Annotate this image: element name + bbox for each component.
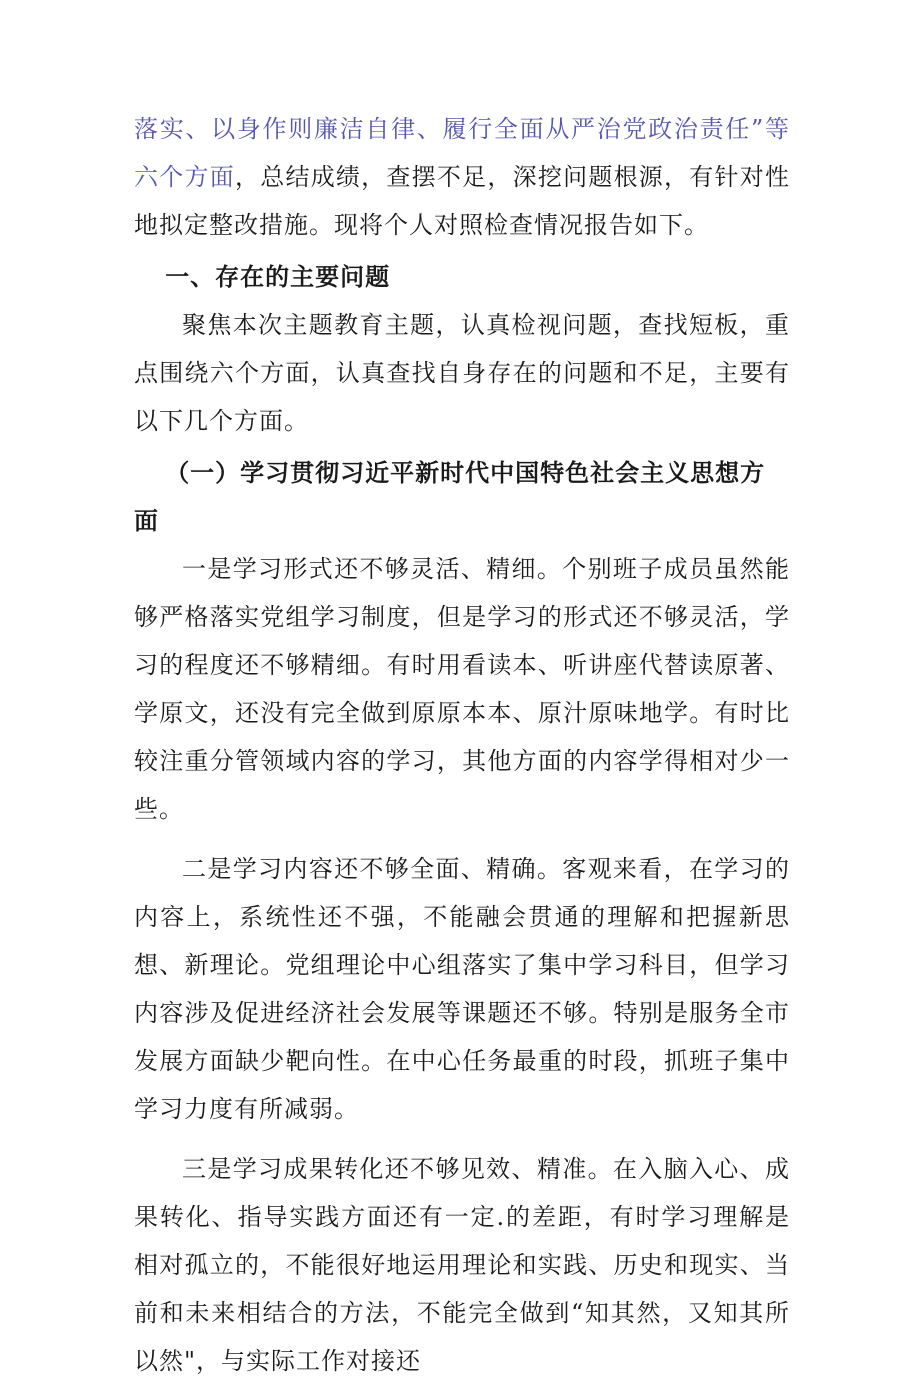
subsection-heading: （一）学习贯彻习近平新时代中国特色社会主义思想方面 — [134, 458, 766, 535]
section-heading: 一、存在的主要问题 — [165, 262, 391, 291]
intro-text: ，总结成绩，查摆不足，深挖问题根源，有针对性地拟定整改措施。现将个人对照检查情况报告如下。 — [134, 163, 791, 239]
intro-paragraph — [134, 105, 790, 249]
point-two-paragraph: 二是学习内容还不够全面、精确。客观来看，在学习的内容上，系统性还不强，不能融会贯通的理解和把握新思想、新理论。党组理论中心组落实了集中学习科目，但学习内容涉及促进经济社会发展等课题还不够。特别是服务全市发展方面缺少靶向性。在中心任务最重的时段，抓班子集中学习力度有所减弱。 — [134, 855, 790, 1123]
section-intro-paragraph: 聚焦本次主题教育主题，认真检视问题，查找短板，重点围绕六个方面，认真查找自身存在的问题和不足，主要有以下几个方面。 — [134, 311, 790, 435]
point-three-paragraph: 三是学习成果转化还不够见效、精准。在入脑入心、成果转化、指导实践方面还有一定.的差距，有时学习理解是相对孤立的，不能很好地运用理论和实践、历史和现实、当前和未来相结合的方法，不能完全做到“知其然，又知其所以然"，与实际工作对接还 — [134, 1155, 790, 1375]
document-page — [134, 105, 790, 1385]
point-one-paragraph: 一是学习形式还不够灵活、精细。个别班子成员虽然能够严格落实党组学习制度，但是学习的形式还不够灵活，学习的程度还不够精细。有时用看读本、听讲座代替读原著、学原文，还没有完全做到原原本本、原汁原味地学。有时比较注重分管领域内容的学习，其他方面的内容学得相对少一些。 — [134, 555, 790, 823]
intro-highlight: 落实、以身作则廉洁自律、履行全面从严治党政治责任”等六个方面 — [134, 115, 790, 191]
